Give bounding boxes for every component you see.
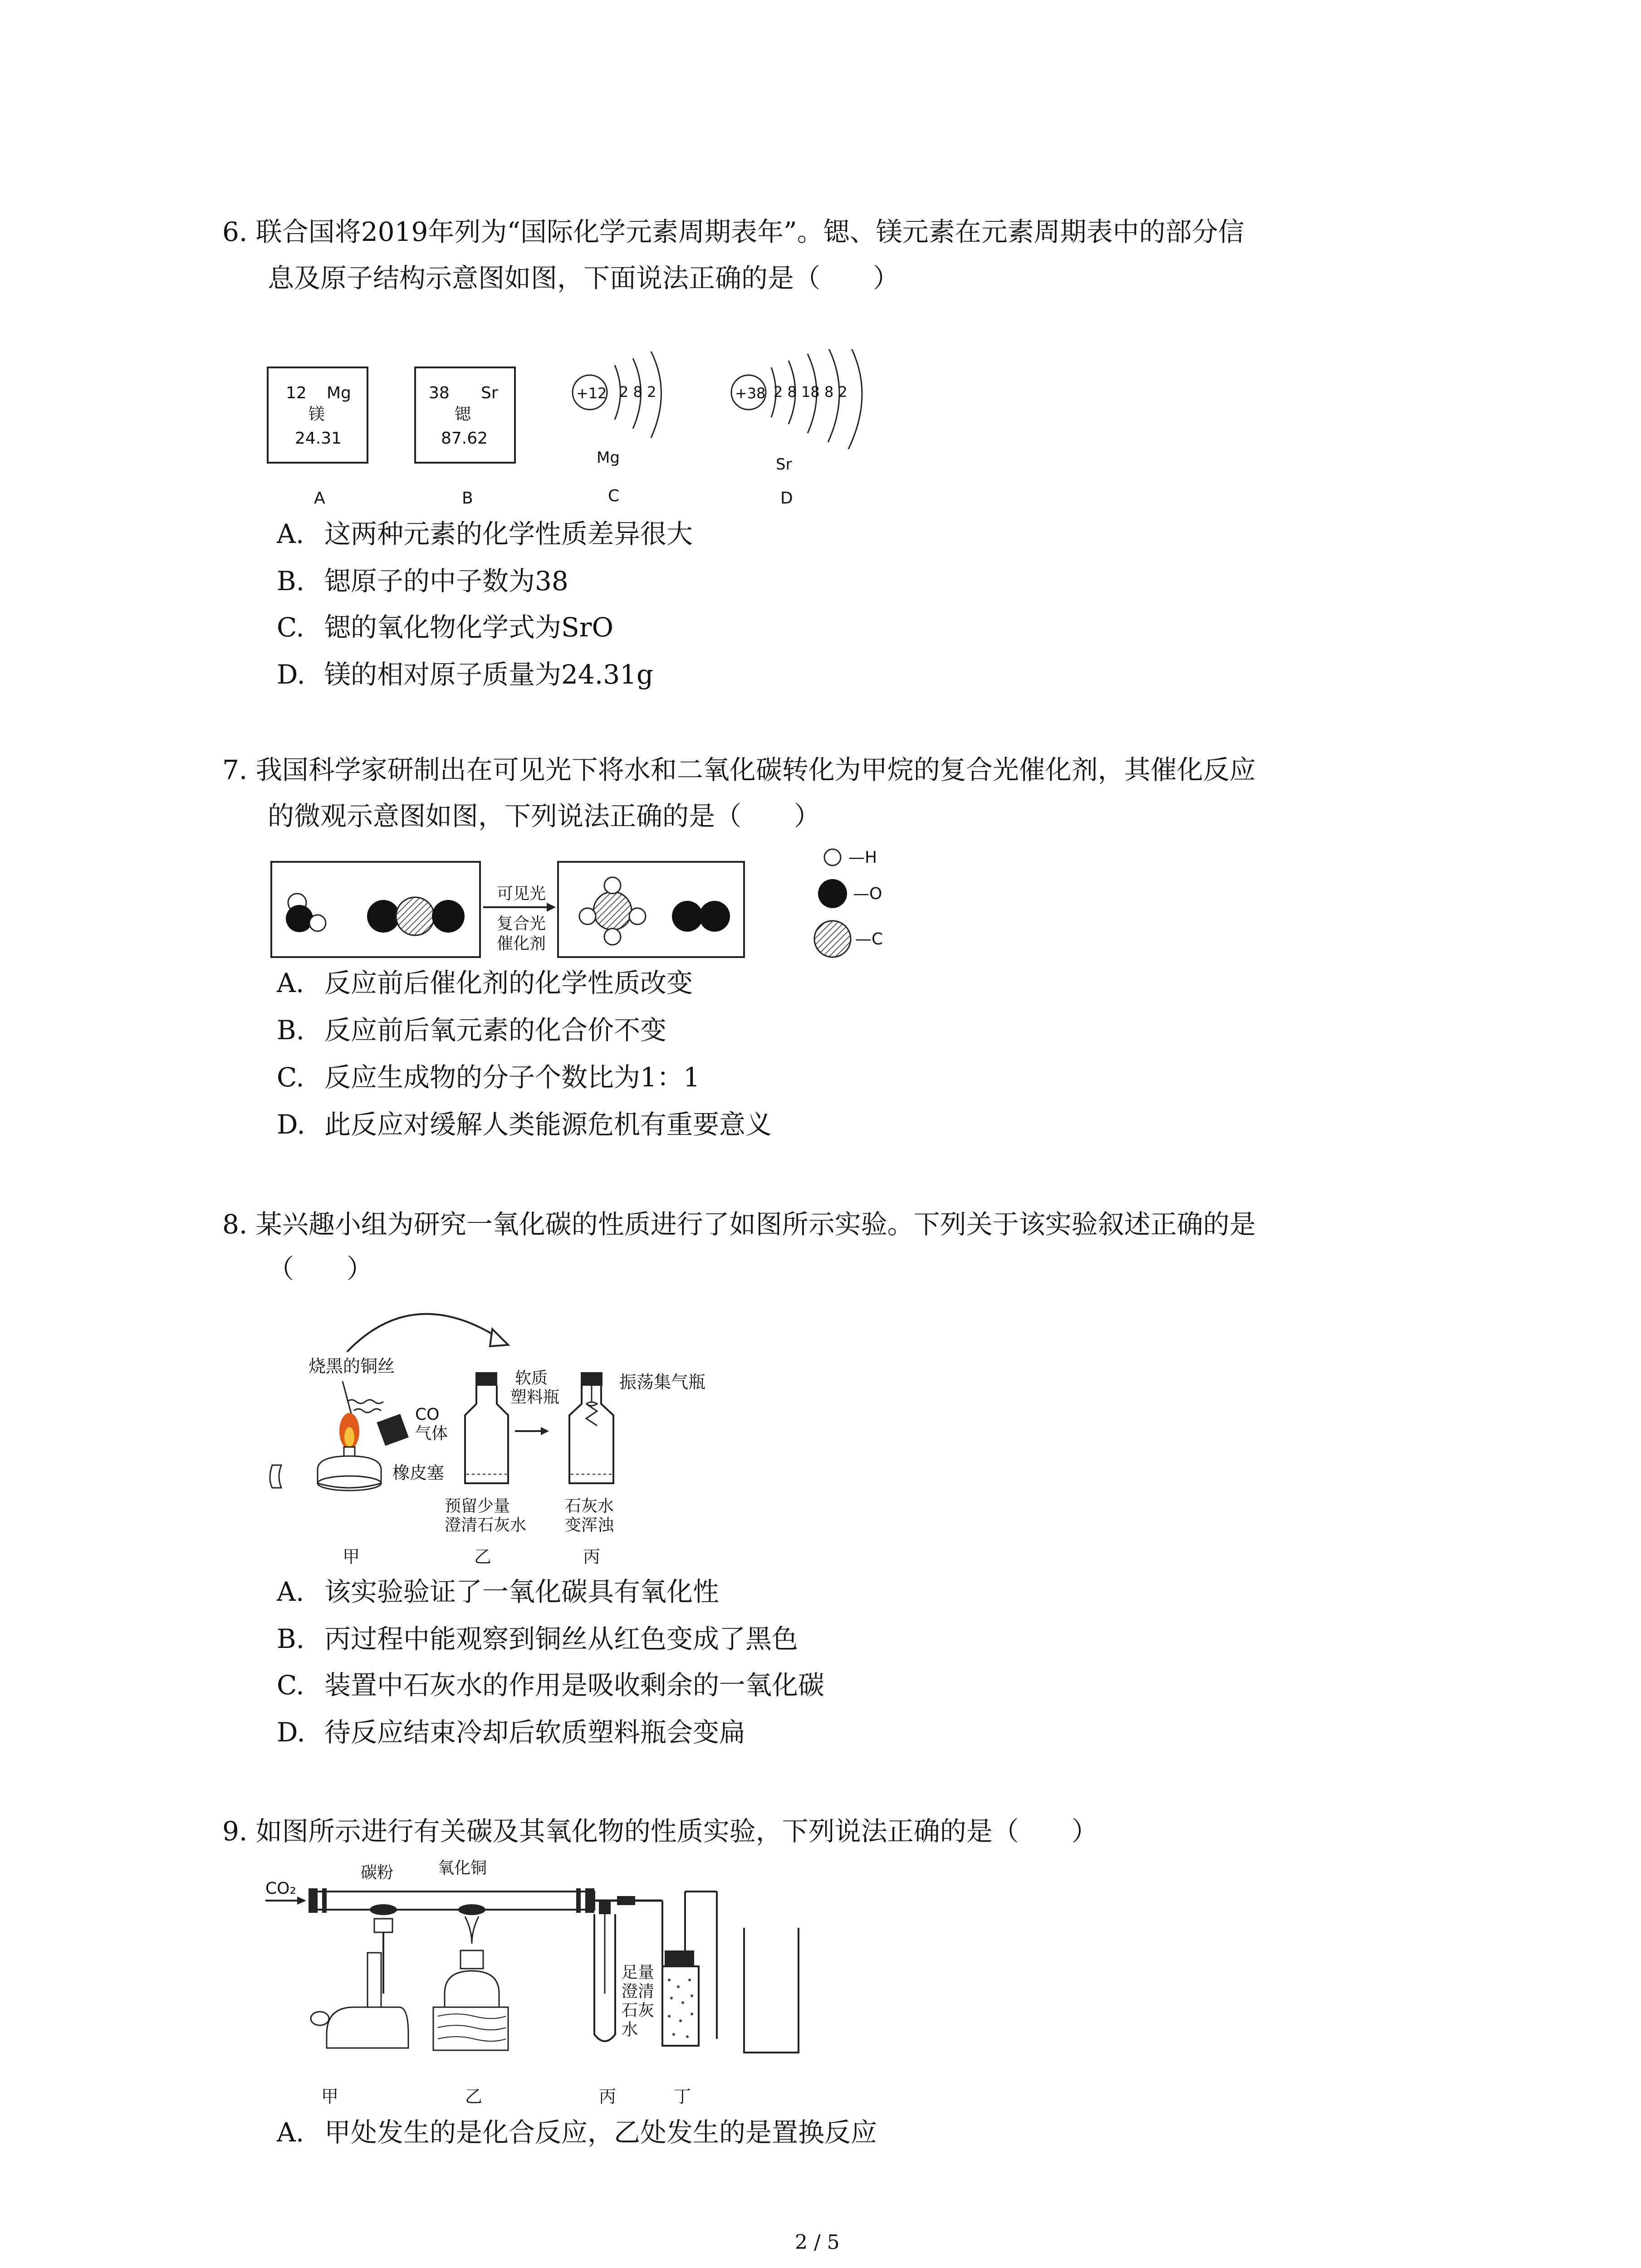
q9-option-a: A. 甲处发生的是化合反应，乙处发生的是置换反应 [277,2117,877,2148]
legend-c-circle [814,921,851,957]
q7-option-c: C. 反应生成物的分子个数比为1：1 [277,1062,700,1093]
curved-arrow [347,1314,499,1352]
alcohol-blowtorch-jia [311,1919,408,2048]
alcohol-lamp-yi [433,1916,508,2050]
condition-catalyst-line-2: 催化剂 [497,934,546,953]
q6-option-c: C. 锶的氧化物化学式为SrO [277,612,614,643]
q8-figure [263,1293,808,1574]
legend-o-circle [818,879,847,908]
label-yi: 乙 [474,1547,492,1567]
label-ding-9: 丁 [674,2087,691,2107]
q7-option-d: D. 此反应对缓解人类能源危机有重要意义 [277,1109,772,1140]
q6-option-a: A. 这两种元素的化学性质差异很大 [277,518,693,549]
gas-bottle-bing [569,1372,613,1483]
sr-shells: 2 8 18 8 2 [774,383,847,401]
condition-catalyst-line-1: 复合光 [497,914,546,933]
mg-symbol: Mg [327,384,351,402]
spirit-lamp-jia [270,1381,409,1491]
q6-option-d: D. 镁的相对原子质量为24.31g [277,659,654,690]
label-lime-2: 澄清 [622,1982,655,2001]
mg-shells: 2 8 2 [619,383,656,401]
q8-option-c: C. 装置中石灰水的作用是吸收剩余的一氧化碳 [277,1670,825,1701]
legend-h-label: —H [848,848,877,867]
mg-atom-symbol: Mg [597,449,620,467]
label-lime-1: 足量 [622,1963,655,1982]
condition-visible-light: 可见光 [497,885,546,903]
q9-figure [263,1857,830,2116]
q9-stem-line-1: 9. 如图所示进行有关碳及其氧化物的性质实验，下列说法正确的是（ ） [222,1816,1098,1847]
label-turbid-2: 变浑浊 [565,1516,614,1535]
q6-stem-line-2: 息及原子结构示意图如图，下面说法正确的是（ ） [268,263,900,293]
label-co2: CO₂ [265,1879,296,1898]
page-number: 2 / 5 [795,2231,840,2254]
mg-atomic-mass: 24.31 [295,429,342,448]
q8-option-d: D. 待反应结束冷却后软质塑料瓶会变扁 [277,1717,746,1748]
label-bing-9: 丙 [599,2087,617,2107]
label-reserve-2: 澄清石灰水 [445,1516,527,1535]
sr-atom-structure [731,349,862,508]
sr-atomic-mass: 87.62 [441,429,488,448]
figure-label-d: D [780,489,793,508]
sr-nucleus: +38 [735,385,766,402]
label-copper-oxide: 氧化铜 [438,1859,487,1877]
label-lime-4: 水 [622,2020,638,2039]
label-bing: 丙 [583,1547,601,1567]
q6-stem-line-1: 6. 联合国将2019年列为“国际化学元素周期表年”。锶、镁元素在元素周期表中的部分信 [222,216,1244,247]
q8-option-b: B. 丙过程中能观察到铜丝从红色变成了黑色 [277,1623,798,1654]
label-rubber-stopper: 橡皮塞 [392,1463,445,1483]
label-soft-bottle-2: 塑料瓶 [510,1388,560,1407]
q7-option-b: B. 反应前后氧元素的化合价不变 [277,1015,667,1046]
mg-atom-structure [573,352,661,505]
label-reserve-1: 预留少量 [445,1497,510,1515]
sr-name: 锶 [455,405,471,424]
beaker [744,1928,798,2053]
q8-stem-line-1: 8. 某兴趣小组为研究一氧化碳的性质进行了如图所示实验。下列关于该实验叙述正确的是 [222,1209,1256,1240]
legend-o-label: —O [853,885,882,903]
figure-label-c: C [608,487,620,505]
reaction-tube [313,1892,594,1910]
q7-stem-line-1: 7. 我国科学家研制出在可见光下将水和二氧化碳转化为甲烷的复合光催化剂，其催化反应 [222,754,1256,785]
label-carbon-powder: 碳粉 [361,1863,394,1882]
q6-figure [263,349,898,513]
q8-stem-line-2: （ ） [268,1253,373,1284]
q6-option-b: B. 锶原子的中子数为38 [277,566,568,596]
label-shake-bottle: 振荡集气瓶 [619,1372,706,1392]
mg-nucleus: +12 [576,385,607,402]
label-lime-3: 石灰 [622,2001,655,2020]
q8-option-a: A. 该实验验证了一氧化碳具有氧化性 [277,1576,720,1607]
label-co-gas-2: 气体 [415,1424,448,1443]
wash-bottle-ding [662,1892,717,2046]
label-jia-9: 甲 [321,2087,339,2107]
label-copper-wire: 烧黑的铜丝 [309,1356,395,1376]
sr-symbol: Sr [481,384,498,402]
legend-h-circle [824,849,841,865]
figure-label-a: A [314,489,325,508]
figure-label-b: B [462,489,473,508]
q7-stem-line-2: 的微观示意图如图，下列说法正确的是（ ） [268,801,821,831]
mg-name: 镁 [309,405,325,424]
sr-atomic-number: 38 [429,384,450,402]
label-soft-bottle-1: 软质 [515,1369,548,1388]
label-yi-9: 乙 [465,2087,483,2107]
q7-option-a: A. 反应前后催化剂的化学性质改变 [277,968,693,998]
mg-atomic-number: 12 [286,384,307,402]
legend-c-label: —C [855,930,883,948]
q7-figure [268,844,912,966]
sr-atom-symbol: Sr [776,455,792,474]
soft-plastic-bottle-yi [465,1372,508,1483]
label-turbid-1: 石灰水 [565,1497,614,1515]
label-co-gas-1: CO [415,1405,440,1424]
label-jia: 甲 [343,1547,360,1567]
